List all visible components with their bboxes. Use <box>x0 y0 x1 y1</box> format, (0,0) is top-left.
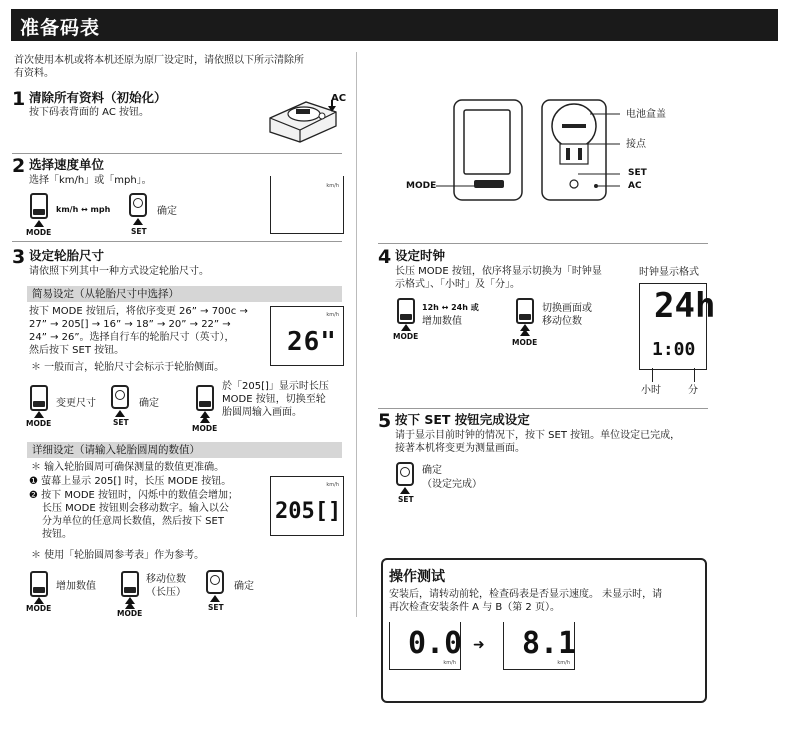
clock-format-label: 时钟显示格式 <box>639 267 699 278</box>
lcd-value: 26" <box>287 327 337 357</box>
mode-button-icon <box>516 298 534 324</box>
set-label: SET <box>398 495 414 504</box>
divider <box>378 243 708 244</box>
text-line: 胎圆周输入画面。 <box>222 407 302 418</box>
text-line: 切换画面或 <box>542 303 592 314</box>
long-press-arrow-icon <box>125 602 135 609</box>
mode-button-icon <box>30 385 48 411</box>
text-line: （长压） <box>146 587 186 598</box>
lcd-display <box>503 622 575 670</box>
lcd-display <box>270 306 344 366</box>
mode-label: MODE <box>192 424 218 433</box>
lcd-display <box>270 476 344 536</box>
confirm-sub-text: （设定完成） <box>422 479 482 490</box>
mode-label: MODE <box>26 604 52 613</box>
minute-label: 分 <box>688 385 698 396</box>
text-line: 24” → 26”。选择自行车的轮胎尺寸（英寸）， <box>29 332 235 343</box>
increase-value-text: 增加数值 <box>56 581 96 592</box>
lcd-value: 8.1 <box>522 626 577 661</box>
press-arrow-icon <box>34 597 44 604</box>
page-title: 准备码表 <box>20 17 101 39</box>
text-line: ❷ 按下 MODE 按钮时，闪烁中的数值会增加； <box>29 490 239 501</box>
step-desc <box>395 265 640 291</box>
detail-step-1: ❶ 萤幕上显示 205[] 时，长压 MODE 按钮。 <box>29 476 232 487</box>
set-label: SET <box>628 168 647 178</box>
text-line: 27” → 205[] → 16” → 18” → 20” → 22” → <box>29 319 231 330</box>
test-title: 操作测试 <box>389 569 445 585</box>
step-number: 5 <box>378 410 392 432</box>
lcd-unit: km/h <box>326 482 339 488</box>
step-title: 设定轮胎尺寸 <box>29 248 105 263</box>
column-divider <box>356 52 357 617</box>
note-text: ＊ 输入轮胎圆周可确保测量的数值更准确。 <box>31 462 225 473</box>
divider <box>12 153 342 154</box>
confirm-text: 确定 <box>157 206 177 217</box>
test-desc <box>389 588 701 614</box>
set-label: SET <box>113 418 129 427</box>
press-arrow-icon <box>133 218 143 225</box>
lcd-value: 24h <box>654 286 716 326</box>
set-button-icon <box>111 385 129 409</box>
lcd-display <box>639 283 716 370</box>
lcd-unit: km/h <box>443 660 456 666</box>
long-press-text <box>222 380 347 419</box>
pointer-line <box>694 368 695 382</box>
intro-text <box>14 54 354 80</box>
press-arrow-icon <box>34 411 44 418</box>
format-toggle-text: 12h ↔ 24h 或 <box>422 303 479 312</box>
text-line: 於「205[]」显示时长压 <box>222 381 329 392</box>
lcd-unit: km/h <box>326 312 339 318</box>
text-line: 长压 MODE 按钮则会移动数字。输入以公 <box>42 503 229 514</box>
lcd-value: 205[] <box>275 499 342 524</box>
set-button-icon <box>129 193 147 217</box>
step-number: 1 <box>12 88 26 110</box>
press-arrow-icon <box>400 487 410 494</box>
step-number: 4 <box>378 246 392 268</box>
text-line: 再次检查安装条件 A 与 B（第 2 页）。 <box>389 602 560 613</box>
intro-line: 有资料。 <box>14 68 54 79</box>
move-digit-text <box>146 573 186 599</box>
mode-label: MODE <box>26 419 52 428</box>
step-title: 按下 SET 按钮完成设定 <box>395 412 530 427</box>
step-desc: 请依照下列其中一种方式设定轮胎尺寸。 <box>29 266 209 277</box>
step-title: 清除所有资料（初始化） <box>29 90 167 105</box>
lcd-display <box>389 622 461 670</box>
note-text: ＊ 一般而言，轮胎尺寸会标示于轮胎侧面。 <box>31 362 225 373</box>
detail-step-2 <box>29 489 265 541</box>
text-line: 移动位数 <box>542 316 582 327</box>
text-line: 按下 MODE 按钮后，将依序变更 26” → 700c → <box>29 306 248 317</box>
change-size-text: 变更尺寸 <box>56 398 96 409</box>
confirm-text: 确定 <box>234 581 254 592</box>
header-banner <box>11 9 778 41</box>
divider <box>378 408 708 409</box>
mode-label: MODE <box>393 332 419 341</box>
text-line: 然后按下 SET 按钮。 <box>29 345 125 356</box>
hour-label: 小时 <box>641 385 661 396</box>
set-label: SET <box>131 227 147 236</box>
lcd-display <box>270 176 344 234</box>
simple-setting-text <box>29 305 269 357</box>
note-text: ＊ 使用「轮胎圆周参考表」作为参考。 <box>31 550 205 561</box>
text-line: 请于显示目前时钟的情况下，按下 SET 按钮。单位设定已完成， <box>395 430 681 441</box>
ac-label: AC <box>628 181 642 191</box>
mode-label: MODE <box>512 338 538 347</box>
unit-toggle-text: km/h ↔ mph <box>56 205 111 214</box>
mode-button-icon <box>30 193 48 219</box>
operation-test-box <box>381 558 707 703</box>
detail-setting-bar: 详细设定（请输入轮胎圆周的数值） <box>27 442 342 458</box>
mode-label: MODE <box>406 181 437 191</box>
press-arrow-icon <box>34 220 44 227</box>
text-line: 移动位数 <box>146 574 186 585</box>
step-desc <box>395 429 725 455</box>
step-desc: 按下码表背面的 AC 按钮。 <box>29 107 150 118</box>
text-line: 按钮。 <box>42 529 72 540</box>
pointer-line <box>652 368 653 382</box>
arrow-right-icon: ➜ <box>473 637 485 653</box>
step-number: 2 <box>12 155 26 177</box>
mode-label: MODE <box>117 609 143 618</box>
confirm-text: 确定 <box>139 398 159 409</box>
press-arrow-icon <box>210 595 220 602</box>
lcd-value: 0.0 <box>408 626 463 661</box>
confirm-text: 确定 <box>422 465 442 476</box>
contacts-label: 接点 <box>626 139 646 150</box>
press-arrow-icon <box>401 324 411 331</box>
divider <box>12 241 342 242</box>
lcd-unit: km/h <box>557 660 570 666</box>
step-desc: 选择「km/h」或「mph」。 <box>29 175 152 186</box>
simple-setting-bar: 简易设定（从轮胎尺寸中选择） <box>27 286 342 302</box>
ac-label: AC <box>331 93 347 104</box>
text-line: 长压 MODE 按钮，依序将显示切换为「时钟显 <box>395 266 602 277</box>
lcd-value: 1:00 <box>652 339 696 360</box>
switch-screen-text <box>542 302 592 328</box>
text-line: 分为单位的任意周长数值，然后按下 SET <box>42 516 224 527</box>
text-line: 安装后，请转动前轮，检查码表是否显示速度。 未显示时，请 <box>389 589 663 600</box>
set-label: SET <box>208 603 224 612</box>
increase-value-text: 增加数值 <box>422 316 462 327</box>
step-number: 3 <box>12 246 26 268</box>
intro-line: 首次使用本机或将本机还原为原厂设定时，请依照以下所示清除所 <box>14 55 304 66</box>
long-press-arrow-icon <box>200 416 210 423</box>
battery-cover-label: 电池盒盖 <box>626 109 666 120</box>
step-title: 设定时钟 <box>395 248 446 263</box>
mode-label: MODE <box>26 228 52 237</box>
mode-button-icon <box>30 571 48 597</box>
text-line: 接著本机将变更为测量画面。 <box>395 443 525 454</box>
mode-button-icon <box>121 571 139 597</box>
set-button-icon <box>206 570 224 594</box>
text-line: 示格式」、「小时」及「分」。 <box>395 279 520 290</box>
long-press-arrow-icon <box>520 329 530 336</box>
mode-button-icon <box>397 298 415 324</box>
lcd-unit: km/h <box>326 183 339 189</box>
step-title: 选择速度单位 <box>29 157 105 172</box>
set-button-icon <box>396 462 414 486</box>
text-line: MODE 按钮，切换至轮 <box>222 394 326 405</box>
mode-button-icon <box>196 385 214 411</box>
press-arrow-icon <box>115 410 125 417</box>
